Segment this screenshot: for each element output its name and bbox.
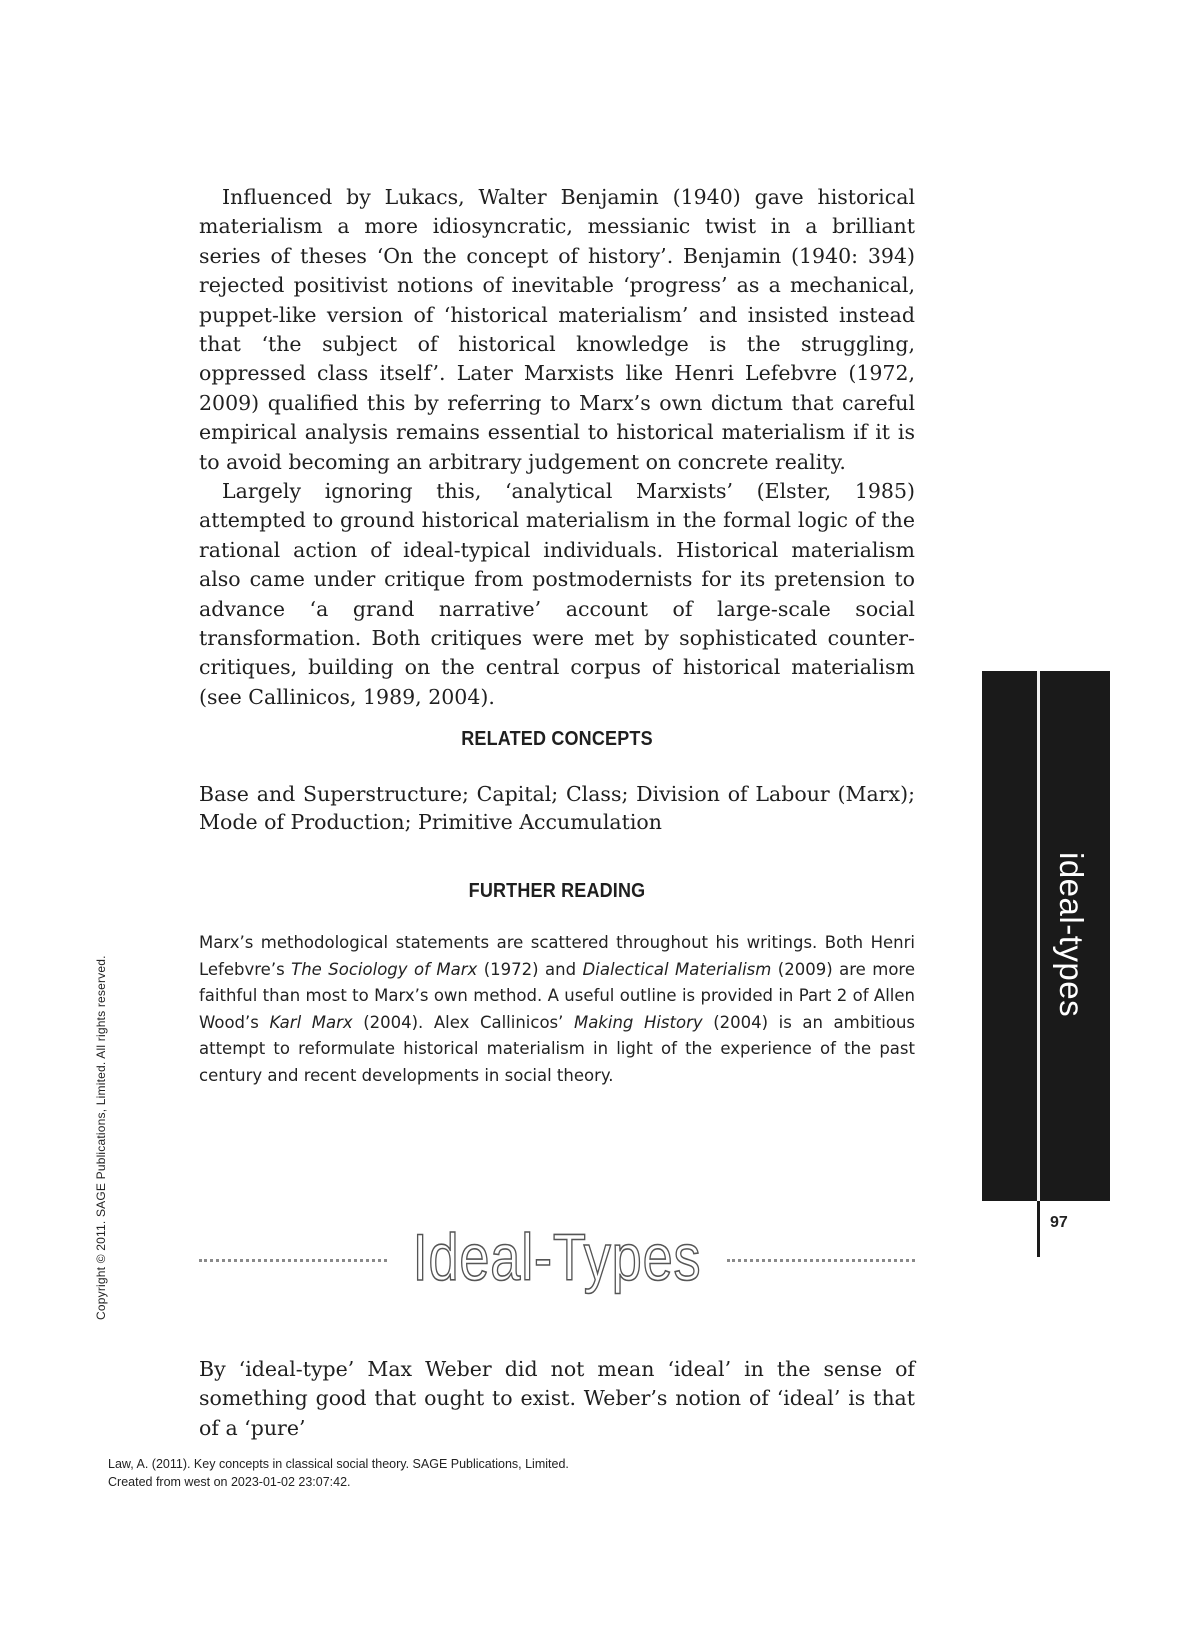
book-title: Dialectical Materialism xyxy=(582,959,772,979)
further-reading-heading: FURTHER READING xyxy=(468,880,646,902)
reading-text-segment: Marx’s methodological statements are scattered throughout his writings. Both Henri Lefebvre’s xyxy=(199,933,915,979)
paragraph-text: Largely ignoring this, ‘analytical Marxists’ (Elster, 1985) attempted to ground historical materialism in the formal logic of the rational action of ideal-typical individuals. Historical materialism also came under critique from postmodernists for its pretension to advance ‘a grand narrative’ account of large-scale social transformation. Both critiques were met by sophisticated counter-critiques, building on the central corpus of historical materialism (see Callinicos, 1989, 2004). xyxy=(199,479,915,709)
related-concepts-list: Base and Superstructure; Capital; Class; Division of Labour (Marx); Mode of Production; Primitive Accumulation xyxy=(199,782,915,834)
related-concepts-heading: RELATED CONCEPTS xyxy=(461,728,653,750)
entry-title-block xyxy=(199,1217,915,1297)
page-number: 97 xyxy=(1050,1214,1068,1231)
dotted-rule-right xyxy=(727,1259,915,1262)
reading-text-segment: (2004). Alex Callinicos’ xyxy=(352,1012,574,1032)
book-title: Making History xyxy=(573,1012,703,1032)
entry-title: Ideal-Types xyxy=(412,1220,702,1294)
footer-citation xyxy=(108,1455,569,1491)
body-paragraph-1 xyxy=(199,183,915,477)
side-tab-divider xyxy=(1037,671,1040,1257)
further-reading-text xyxy=(199,930,915,1089)
reading-text-segment: (2004) is an ambitious attempt to reformulate historical materialism in light of the experience of the past century and recent developments in social theory. xyxy=(199,1012,915,1085)
book-title: Karl Marx xyxy=(269,1012,353,1032)
reading-text-segment: (1972) and xyxy=(477,959,583,979)
entry-opening-paragraph: By ‘ideal-type’ Max Weber did not mean ‘ideal’ in the sense of something good that ought to exist. Weber’s notion of ‘ideal’ is that of a ‘pure’ xyxy=(199,1357,915,1440)
book-title: The Sociology of Marx xyxy=(291,959,478,979)
created-line: Created from west on 2023-01-02 23:07:42. xyxy=(108,1475,351,1489)
reading-text-segment: (2009) are more faithful than most to Marx’s own method. A useful outline is provided in Part 2 of Allen Wood’s xyxy=(199,959,915,1032)
paragraph-text: Influenced by Lukacs, Walter Benjamin (1940) gave historical materialism a more idiosyncratic, messianic twist in a brilliant series of theses ‘On the concept of history’. Benjamin (1940: 394) rejected positivist notions of inevitable ‘progress’ as a mechanical, puppet-like version of ‘historical materialism’ and insisted instead that ‘the subject of historical knowledge is the struggling, oppressed class itself’. Later Marxists like Henri Lefebvre (1972, 2009) qualified this by referring to Marx’s own dictum that careful empirical analysis remains essential to historical materialism if it is to avoid becoming an arbitrary judgement on concrete reality. xyxy=(199,185,915,474)
copyright-notice: Copyright © 2011. SAGE Publications, Limited. All rights reserved. xyxy=(94,955,108,1320)
side-tab-divider-lower xyxy=(1037,1201,1040,1257)
citation-line: Law, A. (2011). Key concepts in classical social theory. SAGE Publications, Limited. xyxy=(108,1457,569,1471)
side-tab-label: ideal-types xyxy=(1053,852,1090,1018)
body-paragraph-2 xyxy=(199,477,915,712)
